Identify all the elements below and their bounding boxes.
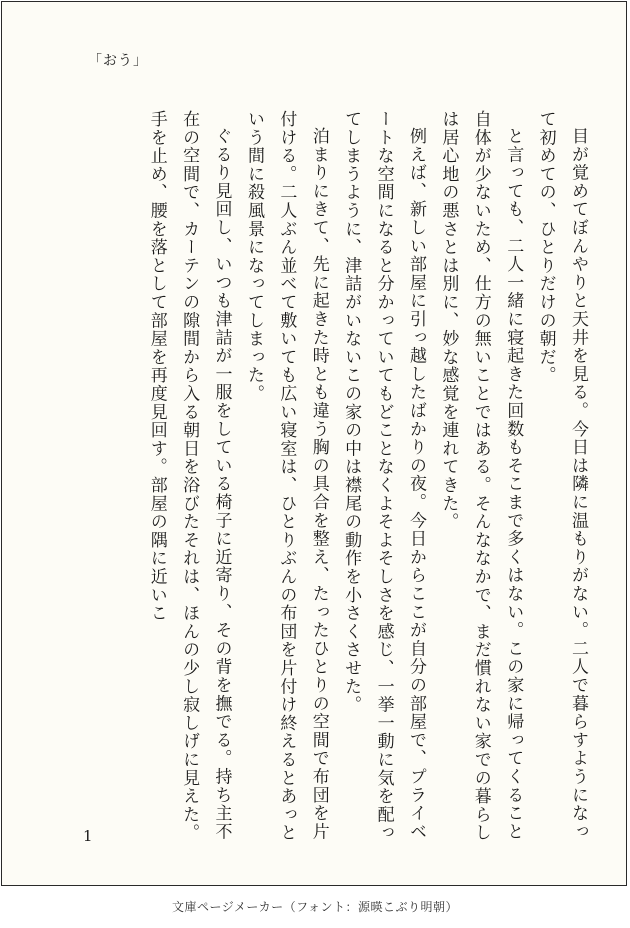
page-number: 1 <box>83 827 93 845</box>
body-text <box>140 110 594 850</box>
paragraph: 泊まりにきて、先に起きた時とも違う胸の具合を整え、たったひとりの空間で布団を片付ける。二人ぶん並べて敷いても広い寝室は、ひとりぶんの布団を片付け終えるとあっという間に殺風景になってしまった。 <box>243 110 329 842</box>
running-header: 「おう」 <box>88 53 148 69</box>
paragraph: ぐるり見回し、いつも津詰が一服をしている椅子に近寄り、その背を撫でる。持ち主不在の空間で、カーテンの隙間から入る朝日を浴びたそれは、ほんの少し寂しげに見えた。手を止め、腰を落として部屋を再度見回す。部屋の隅に近いこ <box>146 110 232 842</box>
book-page <box>1 1 627 886</box>
paragraph: 目が覚めてぼんやりと天井を見る。今日は隣に温もりがない。二人で暮らすようになって初めての、ひとりだけの朝だ。 <box>535 110 588 841</box>
paragraph: と言っても、二人一緒に寝起きた回数もそこまで多くはない。この家に帰ってくること自体が少ないため、仕方の無いことではある。そんななかで、まだ慣れない家での暮らしは居心地の悪さとは別に、妙な感覚を連れてきた。 <box>438 110 524 842</box>
paragraph: 例えば、新しい部屋に引っ越したばかりの夜。今日からここが自分の部屋で、プライベートな空間になると分かっていてもどことなくよそよそしさを感じ、一挙一動に気を配ってしまうように、津詰がいないこの家の中は襟尾の動作を小さくさせた。 <box>341 110 426 842</box>
footer-credit: 文庫ページメーカー（フォント：源暎こぶり明朝） <box>171 900 459 914</box>
